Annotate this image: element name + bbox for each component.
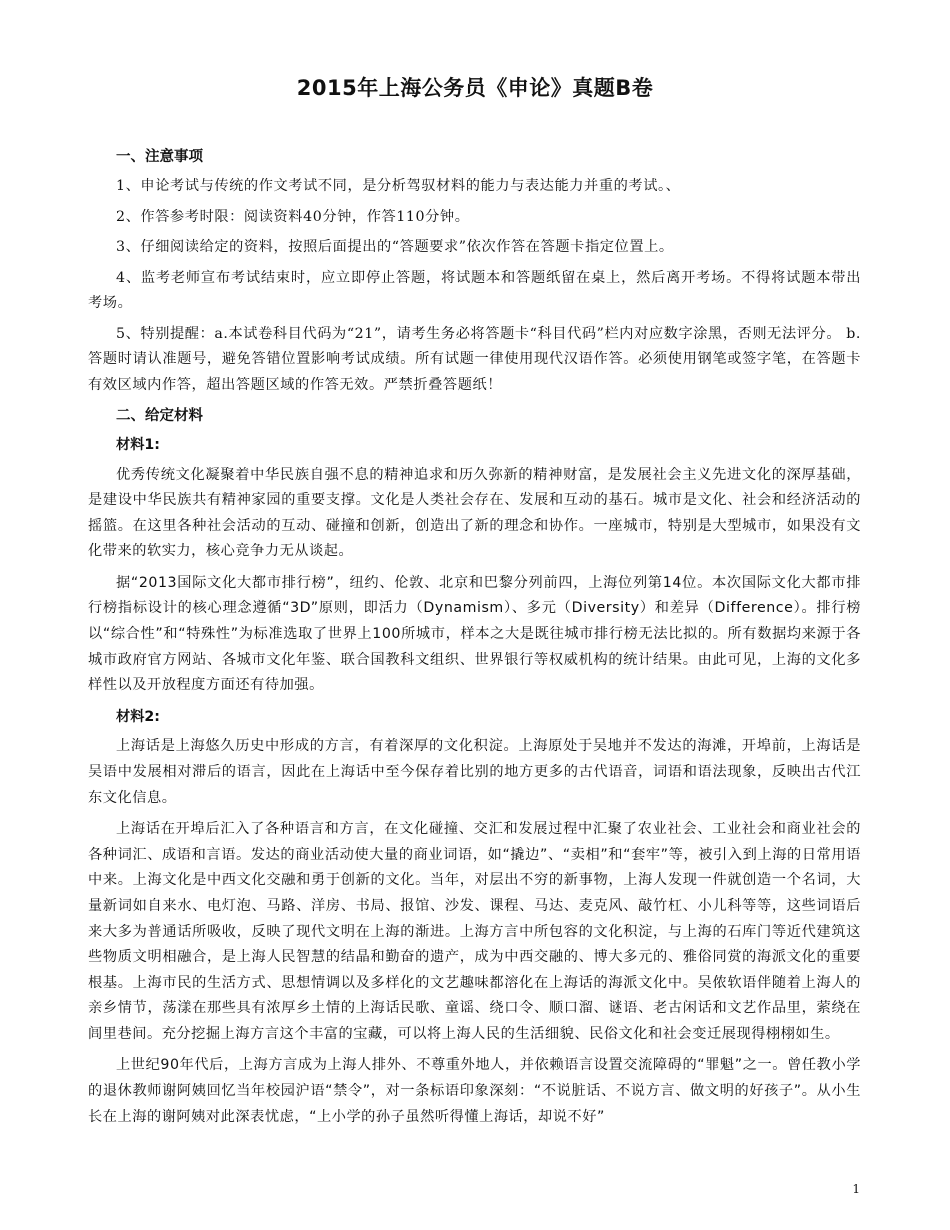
notice-item-4: 4、监考老师宣布考试结束时，应立即停止答题，将试题本和答题纸留在桌上，然后离开考场。不得将试题本带出考场。 — [88, 269, 861, 311]
notice-item-3: 3、仔细阅读给定的资料，按照后面提出的“答题要求”依次作答在答题卡指定位置上。 — [116, 239, 674, 255]
material-2-paragraph: 上海话在开埠后汇入了各种语言和方言，在文化碰撞、交汇和发展过程中汇聚了农业社会、工业社会和商业社会的各种词汇、成语和言语。发达的商业活动使大量的商业词语，如“撬边”、“卖相”和“套牢”等，被引入到上海的日常用语中来。上海文化是中西文化交融和勇于创新的文化。当年，对层出不穷的新事物，上海人发现一件就创造一个名词，大量新词如自来水、电灯泡、马路、洋房、书局、报馆、沙发、课程、马达、麦克风、敲竹杠、小儿科等等，这些词语后来大多为普通话所吸收，反映了现代文明在上海的渐进。上海方言中所包容的文化积淀，与上海的石库门等近代建筑这些物质文明相融合，是上海人民智慧的结晶和勤奋的遗产，成为中西交融的、博大多元的、雅俗同赏的海派文化的重要根基。上海市民的生活方式、思想情调以及多样化的文艺趣味都溶化在上海话的海派文化中。吴侬软语伴随着上海人的亲乡情节，荡漾在那些具有浓厚乡土情的上海话民歌、童谣、绕口令、顺口溜、谜语、老古闲话和文艺作品里，萦绕在闾里巷间。充分挖掘上海方言这个丰富的宝藏，可以将上海人民的生活细貌、民俗文化和社会变迁展现得栩栩如生。 — [88, 821, 861, 1042]
material-1-paragraph: 据“2013国际文化大都市排行榜”，纽约、伦敦、北京和巴黎分列前四，上海位列第14位。本次国际文化大都市排行榜指标设计的核心理念遵循“3D”原则，即活力（Dynamism）、多元（Diversity）和差异（Difference）。排行榜以“综合性”和“特殊性”为标准选取了世界上100所城市，样本之大是既往城市排行榜无法比拟的。所有数据均来源于各城市政府官方网站、各城市文化年鉴、联合国教科文组织、世界银行等权威机构的统计结果。由此可见，上海的文化多样性以及开放程度方面还有待加强。 — [88, 574, 861, 694]
section-heading-notes: 一、注意事项 — [116, 149, 203, 165]
material-1-label: 材料1: — [116, 437, 160, 453]
document-title: 2015年上海公务员《申论》真题B卷 — [296, 76, 654, 100]
material-1-paragraph: 优秀传统文化凝聚着中华民族自强不息的精神追求和历久弥新的精神财富，是发展社会主义先进文化的深厚基础，是建设中华民族共有精神家园的重要支撑。文化是人类社会存在、发展和互动的基石。城市是文化、社会和经济活动的摇篮。在这里各种社会活动的互动、碰撞和创新，创造出了新的理念和协作。一座城市，特别是大型城市，如果没有文化带来的软实力，核心竞争力无从谈起。 — [88, 466, 861, 560]
material-2-paragraph: 上世纪90年代后，上海方言成为上海人排外、不尊重外地人，并依赖语言设置交流障碍的“罪魁”之一。曾任教小学的退休教师谢阿姨回忆当年校园沪语“禁令”，对一条标语印象深刻：“不说脏话、不说方言、做文明的好孩子”。从小生长在上海的谢阿姨对此深表忧虑，“上小学的孙子虽然听得懂上海话，却说不好” — [88, 1057, 861, 1125]
notice-item-5: 5、特别提醒：a.本试卷科目代码为“21”，请考生务必将答题卡“科目代码”栏内对应数字涂黑，否则无法评分。 b.答题时请认准题号，避免答错位置影响考试成绩。所有试题一律使用现代汉语作答。必须使用钢笔或签字笔，在答题卡有效区域内作答，超出答题区域的作答无效。严禁折叠答题纸！ — [88, 325, 862, 393]
document-body — [88, 144, 861, 1136]
material-2-paragraph: 上海话是上海悠久历史中形成的方言，有着深厚的文化积淀。上海原处于吴地并不发达的海滩，开埠前，上海话是吴语中发展相对滞后的语言，因此在上海话中至今保存着比别的地方更多的古代语音，词语和语法现象，反映出古代江东文化信息。 — [88, 738, 861, 806]
material-2-label: 材料2: — [116, 708, 160, 725]
notice-item-1: 1、申论考试与传统的作文考试不同，是分析驾驭材料的能力与表达能力并重的考试。、 — [116, 178, 681, 194]
section-heading-materials: 二、给定材料 — [116, 408, 203, 424]
page-number: 1 — [852, 1182, 860, 1196]
notice-item-2: 2、作答参考时限：阅读资料40分钟，作答110分钟。 — [116, 208, 470, 225]
